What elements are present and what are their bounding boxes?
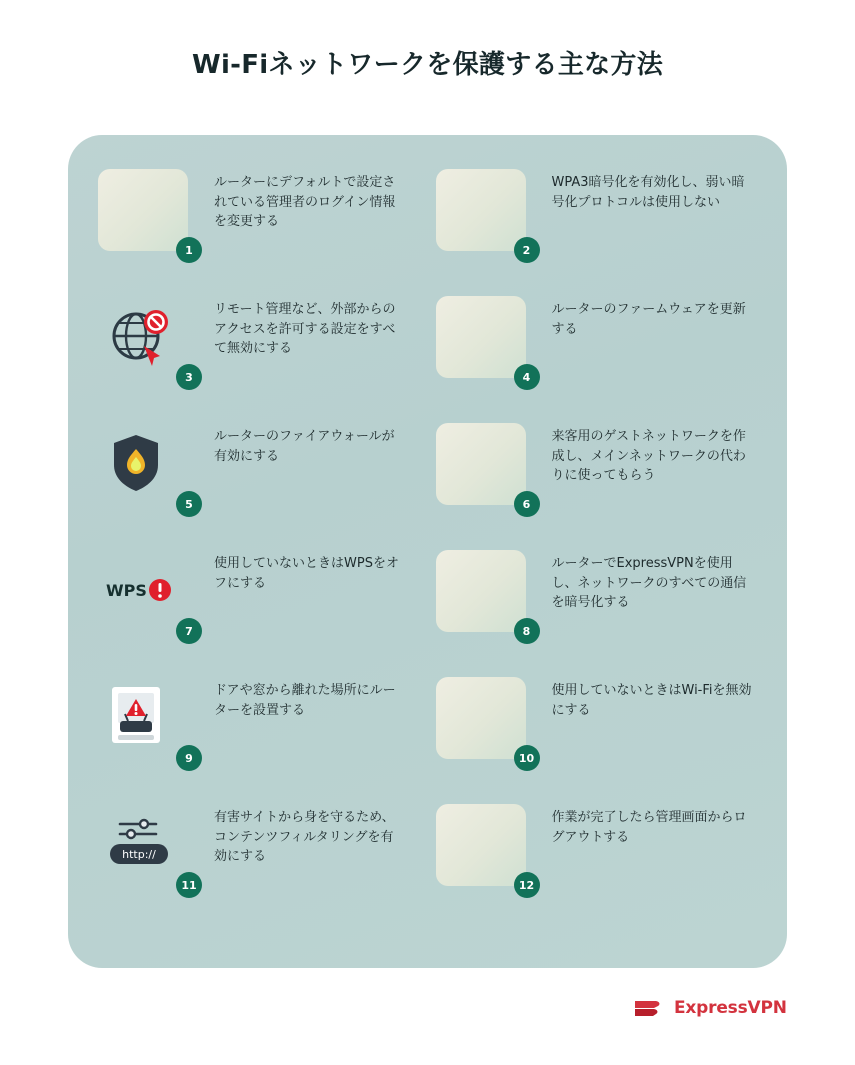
step-badge: 10 xyxy=(514,745,540,771)
list-item xyxy=(90,671,428,798)
step-badge: 4 xyxy=(514,364,540,390)
step-badge: 1 xyxy=(176,237,202,263)
router-wifi-off-night-icon xyxy=(436,677,535,765)
step-badge: 11 xyxy=(176,872,202,898)
step-badge: 6 xyxy=(514,491,540,517)
list-item-label: 作業が完了したら管理画面からログアウトする xyxy=(551,810,747,845)
router-placement-warning-icon xyxy=(98,677,193,765)
expressvpn-logo-icon xyxy=(632,993,666,1023)
router-expressvpn-shield-icon xyxy=(436,550,531,638)
globe-blocked-icon xyxy=(98,296,193,384)
list-item xyxy=(90,163,428,290)
list-item xyxy=(90,798,428,925)
tips-grid xyxy=(68,135,787,968)
list-item xyxy=(90,417,428,544)
wpa3-toggle-icon xyxy=(436,169,531,257)
expressvpn-logo-text: ExpressVPN xyxy=(674,998,787,1018)
step-badge: 12 xyxy=(514,872,540,898)
page-title: Wi-Fiネットワークを保護する主な方法 xyxy=(191,50,664,80)
list-item xyxy=(428,417,766,544)
list-item xyxy=(428,671,766,798)
list-item-label: ルーターのファームウェアを更新する xyxy=(551,302,746,337)
wps-warning-icon xyxy=(98,550,193,638)
list-item-label: ルーターにデフォルトで設定されている管理者のログイン情報を変更する xyxy=(214,175,396,229)
expressvpn-logo xyxy=(632,993,787,1023)
step-badge: 8 xyxy=(514,618,540,644)
list-item xyxy=(90,290,428,417)
step-badge: 2 xyxy=(514,237,540,263)
step-badge: 5 xyxy=(176,491,202,517)
list-item-label: 有害サイトから身を守るため、コンテンツフィルタリングを有効にする xyxy=(214,810,395,864)
http-content-filter-icon xyxy=(98,804,197,892)
list-item-label: ルーターのファイアウォールが有効にする xyxy=(214,429,395,464)
wifi-guest-network-icon xyxy=(436,423,531,511)
list-item-label: WPA3暗号化を有効化し、弱い暗号化プロトコルは使用しない xyxy=(551,175,745,210)
step-badge: 7 xyxy=(176,618,202,644)
logout-user-icon xyxy=(436,804,535,892)
router-login-credentials-icon xyxy=(98,169,193,257)
list-item xyxy=(428,163,766,290)
list-item xyxy=(90,544,428,671)
tips-board xyxy=(68,135,787,968)
list-item-label: 使用していないときはWPSをオフにする xyxy=(214,556,399,591)
list-item-label: ルーターでExpressVPNを使用し、ネットワークのすべての通信を暗号化する xyxy=(551,556,747,610)
list-item xyxy=(428,290,766,417)
svg-text:http://: http:// xyxy=(122,848,156,861)
list-item xyxy=(428,544,766,671)
svg-text:WPS: WPS xyxy=(106,581,147,600)
step-badge: 9 xyxy=(176,745,202,771)
router-update-icon xyxy=(436,296,531,384)
list-item xyxy=(428,798,766,925)
list-item-label: 使用していないときはWi-Fiを無効にする xyxy=(551,683,752,718)
list-item-label: ドアや窓から離れた場所にルーターを設置する xyxy=(214,683,396,718)
shield-firewall-icon xyxy=(98,423,193,511)
list-item-label: リモート管理など、外部からのアクセスを許可する設定をすべて無効にする xyxy=(214,302,396,356)
step-badge: 3 xyxy=(176,364,202,390)
list-item-label: 来客用のゲストネットワークを作成し、メインネットワークの代わりに使ってもらう xyxy=(551,429,746,483)
